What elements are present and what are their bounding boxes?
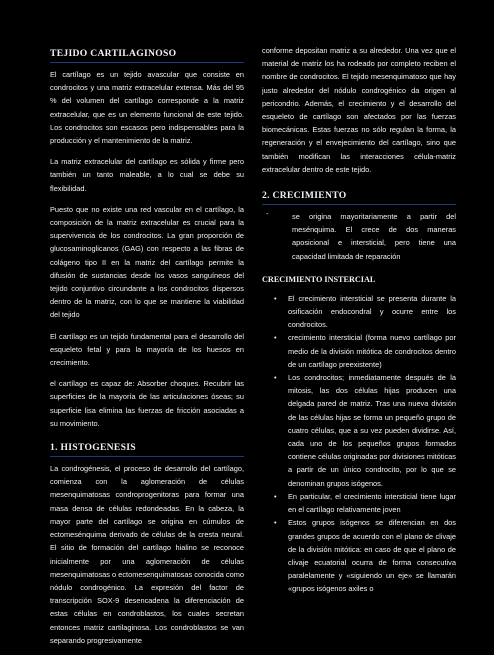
paragraph: el cartílago es capaz de: Absorber choques. Recubrir las superficies de la mayoría de las articulaciones óseas; su superficie lisa elimina las fuerzas de fricción asociadas a su movimiento. [50, 379, 244, 428]
paragraph: El cartílago es un tejido avascular que consiste en condrocitos y una matriz extracelular extensa. Más del 95 % del volumen del cartílago corresponde a la matriz extracelular, que es un elemento funcional de este tejido. Los condrocitos son escasos pero indispensables para la producción y el mantenimiento de la matriz. [50, 70, 244, 146]
paragraph: La matriz extracelular del cartílago es sólida y firme pero también un tanto maleable, a lo cual se debe su flexibilidad. [50, 157, 244, 193]
bullet-list [262, 292, 456, 596]
right-column [262, 44, 456, 596]
dash-list-item [262, 210, 456, 263]
document-title: TEJIDO CARTILAGINOSO [50, 48, 244, 63]
list-item: • Estos grupos isógenos se diferencian en dos grandes grupos de acuerdo con el plano de clivaje de la división mitótica: en caso de que el plano de clivaje ecuatorial ocurra de forma consecutiva paralelamente y «siguiendo un eje» se llamarán «grupos isógenos axiles o [274, 516, 456, 595]
dash-item-text: se origina mayoritariamente a partir del mesénquima. El crece de dos maneras aposicional e intersticial, pero tiene una capacidad limitada de reparación [292, 212, 456, 261]
section-heading-histogenesis: 1. HISTOGENESIS [50, 442, 244, 457]
subsection-heading: CRECIMIENTO INSTERCIAL [262, 274, 376, 284]
left-column [50, 48, 244, 655]
paragraph: La condrogénesis, el proceso de desarrollo del cartílago, comienza con la aglomeración de células mesenquimatosas condroprogenitoras para formar una masa densa de células redondeadas. En la cabeza, la mayor parte del cartílago se origina en cúmulos de ectomesénquima derivado de células de la cresta neural. El sitio de formación del cartílago hialino se reconoce inicialmente por una aglomeración de células mesenquimatosas o ectomesenquimatosas conocida como nódulo condrogénico. La expresión del factor de transcripción SOX-9 desencadena la diferenciación de estas células en condroblastos, los cuales secretan entonces matriz cartilaginosa. Los condroblastos se van separando progresivamente [50, 464, 244, 645]
paragraph: conforme depositan matriz a su alrededor. Una vez que el material de matriz los ha rodeado por completo reciben el nombre de condrocitos. El tejido mesenquimatoso que hay justo alrededor del nódulo condrogénico da origen al pericondrio. Además, el crecimiento y el desarrollo del esqueleto de cartílago son afectados por las fuerzas biomecánicas. Estas fuerzas no sólo regulan la forma, la regeneración y el envejecimiento del cartílago, sino que también modifican las interacciones célula-matriz extracelular dentro de este tejido. [262, 46, 456, 174]
paragraph: El cartílago es un tejido fundamental para el desarrollo del esqueleto fetal y para la mayoría de los huesos en crecimiento. [50, 331, 244, 368]
list-item: • crecimiento intersticial (forma nuevo cartílago por medio de la división mitótica de condrocitos dentro de un cartílago preexistente) [274, 331, 456, 371]
list-item: • El crecimiento intersticial se presenta durante la osificación endocondral y ocurre entre los condrocitos. [274, 292, 456, 332]
section-heading-crecimiento: 2. CRECIMIENTO [262, 190, 456, 205]
list-item: • Los condrocitos; inmediatamente después de la mitosis, las dos células hijas producen una delgada pared de matriz. Tras una nueva división de las células hijas se forma un pequeño grupo de cuatro células, que a su vez pueden dividirse. Así, cada uno de los pequeños grupos formados contiene células originadas por divisiones mitóticas a partir de un único condrocito, por lo que se denominan grupos isógenos. [274, 371, 456, 490]
dash-marker: - [266, 209, 269, 219]
paragraph: Puesto que no existe una red vascular en el cartílago, la composición de la matriz extracelular es crucial para la supervivencia de los condrocitos. La gran proporción de glucosaminoglicanos (GAG) con respecto a las fibras de colágeno tipo II en la matriz del cartílago permite la difusión de sustancias desde los vasos sanguíneos del tejido conjuntivo circundante a los condrocitos dispersos dentro de la matriz, con lo que se mantiene la viabilidad del tejido [50, 204, 244, 320]
list-item: • En particular, el crecimiento intersticial tiene lugar en el cartílago relativamente joven [274, 490, 456, 516]
